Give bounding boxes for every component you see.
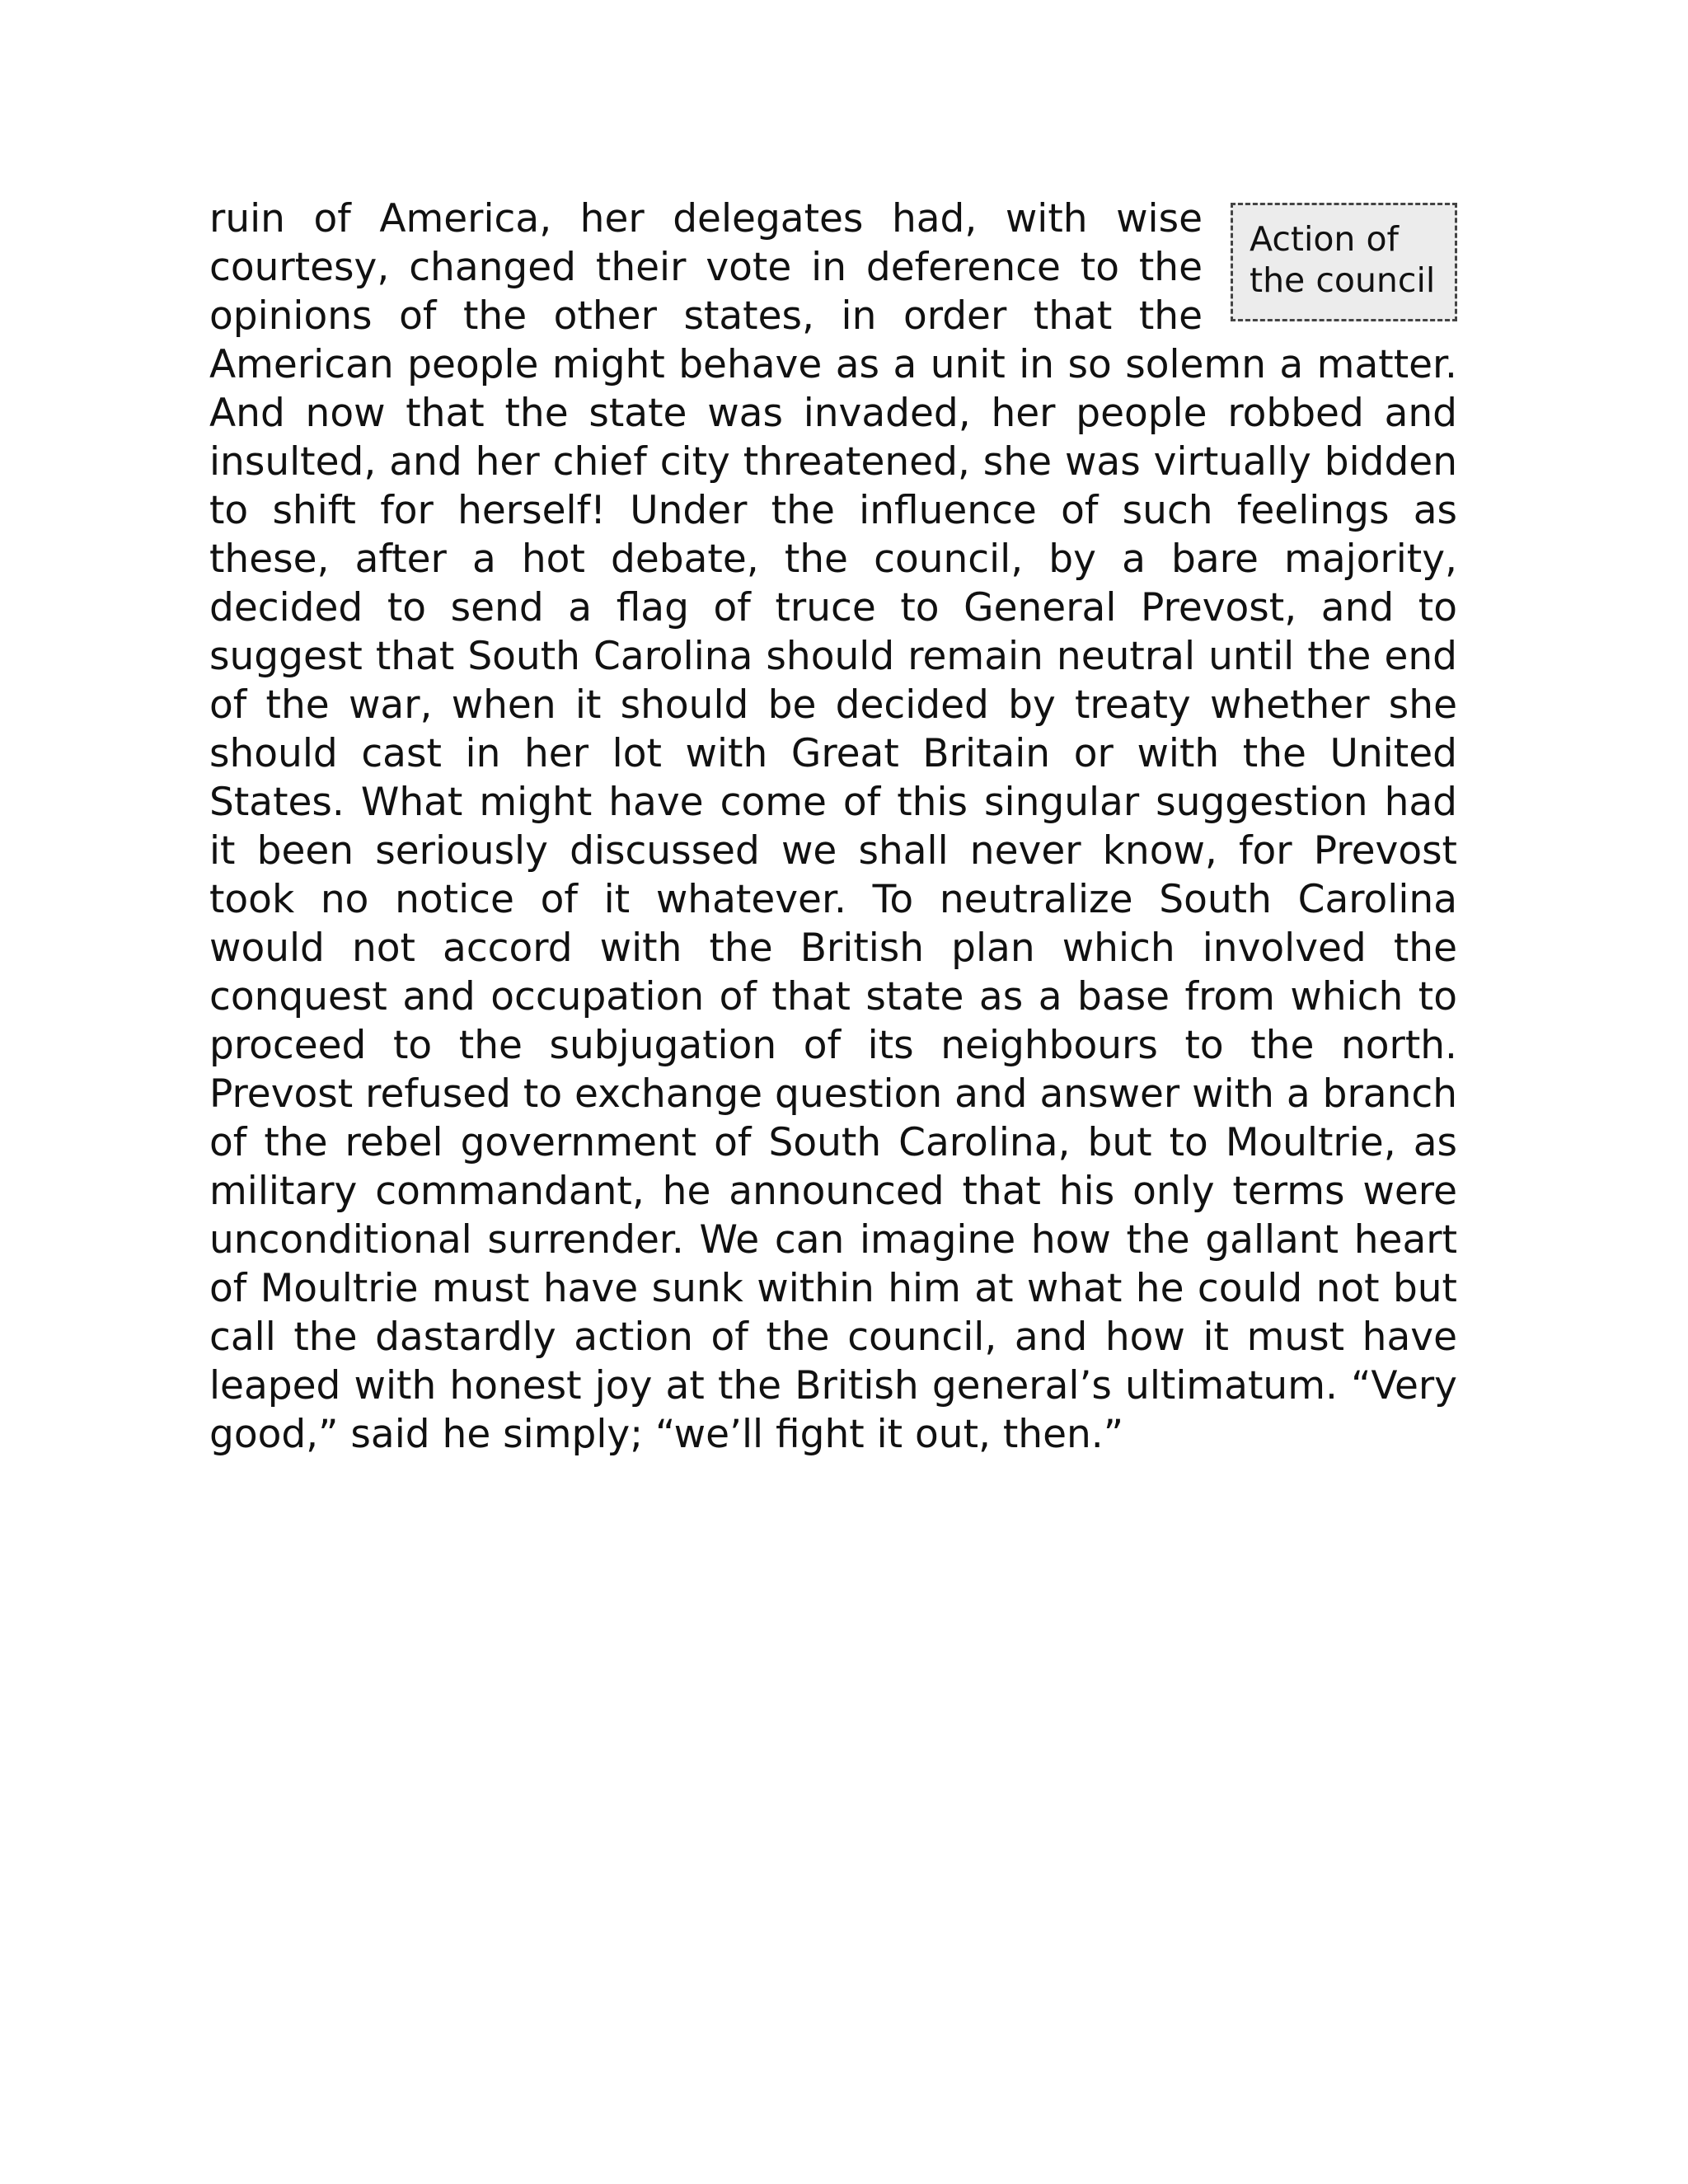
margin-note-line-2: the council xyxy=(1250,260,1436,300)
page-body xyxy=(209,194,1457,1459)
body-paragraph: ruin of America, her delegates had, with wise courtesy, changed their vote in deference to the opinions of the other states, in order that the American people might behave as a unit in so solemn a matter. And now that the state was invaded, her people robbed and insulted, and her chief city threatened, she was virtually bidden to shift for herself! Under the influence of such feelings as these, after a hot debate, the council, by a bare majority, decided to send a flag of truce to General Prevost, and to suggest that South Carolina should remain neutral until the end of the war, when it should be decided by treaty whether she should cast in her lot with Great Britain or with the United States. What might have come of this singular suggestion had it been seriously discussed we shall never know, for Prevost took no notice of it whatever. To neutralize South Carolina would not accord with the British plan which involved the conquest and occupation of that state as a base from which to proceed to the subjugation of its neighbours to the north. Prevost refused to exchange question and answer with a branch of the rebel government of South Carolina, but to Moultrie, as military commandant, he announced that his only terms were unconditional surrender. We can imagine how the gallant heart of Moultrie must have sunk within him at what he could not but call the dastardly action of the council, and how it must have leaped with honest joy at the British general’s ultimatum. “Very good,” said he simply; “we’ll fight it out, then.” xyxy=(209,196,1457,1457)
margin-note xyxy=(1231,203,1457,321)
margin-note-line-1: Action of xyxy=(1250,219,1399,259)
